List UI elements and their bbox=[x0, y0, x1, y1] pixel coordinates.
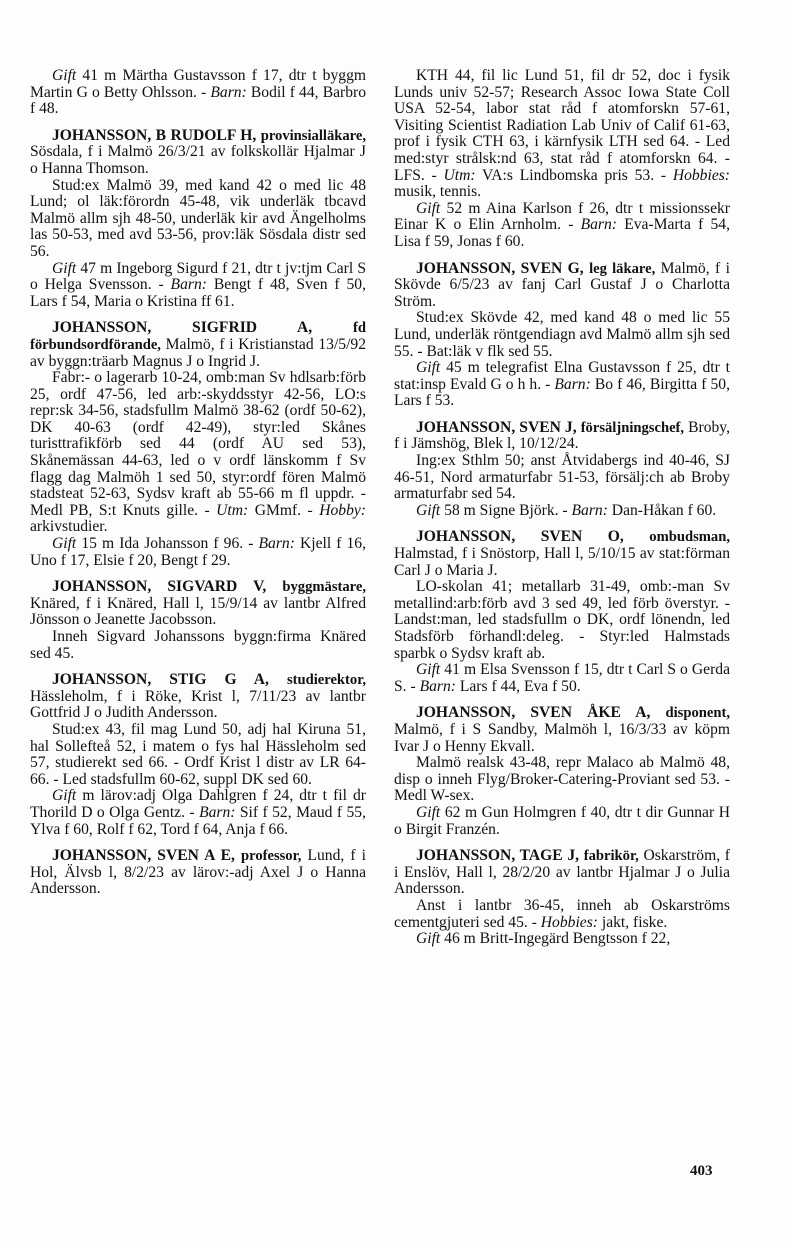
entry-text: Ing:ex Sthlm 50; anst Åtvidabergs ind 40-46, SJ 46-51, Nord armaturfabr 51-53, försälj:ch ab Broby armaturfabr sed 54. bbox=[394, 452, 730, 503]
entry-heading-paragraph bbox=[30, 848, 366, 898]
field-label: Utm: bbox=[443, 166, 476, 184]
entry-text: 52 m Aina Karlson f 26, dtr t missionssekr Einar K o Elin Arnholm. - bbox=[394, 199, 730, 234]
entry-text: m lärov:adj Olga Dahlgren f 24, dtr t fil dr Thorild D o Olga Gentz. - bbox=[30, 787, 366, 821]
entry-heading-paragraph bbox=[30, 128, 366, 178]
entry-text-paragraph bbox=[394, 310, 730, 360]
person-name: JOHANSSON, B RUDOLF H, bbox=[52, 126, 261, 144]
entry-heading-paragraph bbox=[30, 672, 366, 722]
entry-text: Broby, f i Jämshög, Blek l, 10/12/24. bbox=[394, 418, 730, 453]
person-name: JOHANSSON, SVEN G, bbox=[416, 259, 590, 277]
entry-text-paragraph bbox=[394, 805, 730, 838]
entry-text: Hässleholm, f i Röke, Krist l, 7/11/23 av lantbr Gottfrid J o Judith Andersson. bbox=[30, 687, 366, 722]
occupation-title: fd förbundsordförande, bbox=[30, 320, 366, 353]
entry-text: Malmö, f i Kristianstad 13/5/92 av byggn:träarb Magnus J o Ingrid J. bbox=[30, 335, 366, 370]
entry-text-paragraph bbox=[30, 370, 366, 536]
field-label: Gift bbox=[52, 787, 77, 805]
entry-text-paragraph bbox=[394, 898, 730, 931]
entry-text: Sif f 52, Maud f 55, Ylva f 60, Rolf f 62, Tord f 64, Anja f 66. bbox=[30, 803, 366, 838]
entry-heading-paragraph bbox=[394, 848, 730, 898]
person-name: JOHANSSON, SIGFRID A, bbox=[52, 319, 354, 337]
entry-text-paragraph bbox=[394, 579, 730, 662]
field-label: Gift bbox=[416, 359, 441, 377]
entry-text-paragraph bbox=[394, 68, 730, 201]
entry-text: 58 m Signe Björk. - bbox=[440, 501, 572, 519]
entry-heading-paragraph bbox=[394, 529, 730, 579]
entry-text: Oskarström, f i Enslöv, Hall l, 28/2/20 av lantbr Hjalmar J o Julia Andersson. bbox=[394, 847, 731, 898]
entry-text-paragraph bbox=[394, 360, 730, 410]
entry-text: Bodil f 44, Barbro f 48. bbox=[30, 83, 366, 118]
field-label: Gift bbox=[52, 67, 77, 84]
entry-text: Bo f 46, Birgitta f 50, Lars f 53. bbox=[394, 375, 730, 410]
field-label: Barn: bbox=[258, 535, 295, 553]
entry-text: Malmö realsk 43-48, repr Malaco ab Malmö 48, disp o inneh Flyg/Broker-Catering-Proviant sed 53. - Medl W-sex. bbox=[394, 754, 730, 805]
person-name: JOHANSSON, SIGVARD V, bbox=[52, 578, 283, 596]
person-name: JOHANSSON, SVEN ÅKE A, bbox=[416, 704, 666, 722]
entry-heading-paragraph bbox=[394, 420, 730, 453]
entry-heading-paragraph bbox=[30, 579, 366, 629]
entry-text: Stud:ex Malmö 39, med kand 42 o med lic 48 Lund; ol läk:förordn 45-48, vik underläk tbcavd Malmö allm sjh 48-50, underläk kir avd Ängelholms las 50-53, med avd 53-56, prov:läk Sösdala distr sed 56. bbox=[30, 176, 366, 260]
entry-text-paragraph bbox=[30, 178, 366, 261]
entry-text-paragraph bbox=[394, 755, 730, 805]
entry-text: Anst i lantbr 36-45, inneh ab Oskarströms cementgjuteri sed 45. - bbox=[394, 896, 730, 931]
entry-text: Knäred, f i Knäred, Hall l, 15/9/14 av lantbr Alfred Jönsson o Jeanette Jacobsson. bbox=[30, 594, 366, 629]
field-label: Gift bbox=[52, 259, 77, 277]
occupation-title: ombudsman, bbox=[649, 529, 730, 546]
field-label: Hobbies: bbox=[540, 913, 598, 931]
entry-text-paragraph bbox=[30, 629, 366, 662]
entry-text: VA:s Lindbomska pris 53. - bbox=[475, 166, 673, 184]
entry-text: Sösdala, f i Malmö 26/3/21 av folkskollär Hjalmar J o Hanna Thomson. bbox=[30, 143, 366, 177]
entry-text-paragraph bbox=[30, 261, 366, 311]
entry-heading-paragraph bbox=[30, 320, 366, 370]
entry-text: 41 m Elsa Svensson f 15, dtr t Carl S o Gerda S. - bbox=[394, 661, 730, 695]
entry-text: Dan-Håkan f 60. bbox=[607, 501, 717, 519]
right-column bbox=[394, 68, 730, 948]
entry-text: Halmstad, f i Snöstorp, Hall l, 5/10/15 av stat:förman Carl J o Maria J. bbox=[394, 545, 730, 579]
entry-text: Lund, f i Hol, Älvsb l, 8/2/23 av lärov:-adj Axel J o Hanna Andersson. bbox=[30, 847, 366, 898]
entry-text-paragraph bbox=[394, 453, 730, 503]
entry-text: Lars f 44, Eva f 50. bbox=[455, 677, 581, 695]
entry-text: LO-skolan 41; metallarb 31-49, omb:-man Sv metallind:arb:förb avd 3 sed 49, led förb överstyr. - Landst:man, led stadsfullm o DK, ordf lönendn, led Stadsförb förhandl:deleg. - Styr:led Halmstads sparbk o Sydsv kraft ab. bbox=[394, 578, 730, 662]
entry-text-paragraph bbox=[30, 536, 366, 569]
field-label: Gift bbox=[416, 661, 441, 679]
entry-text-paragraph bbox=[30, 788, 366, 838]
entry-text: Bengt f 48, Sven f 50, Lars f 54, Maria o Kristina ff 61. bbox=[30, 276, 366, 310]
entry-text-paragraph bbox=[394, 503, 730, 520]
entry-text: Malmö, f i Skövde 6/5/23 av fanj Carl Gustaf J o Charlotta Ström. bbox=[394, 259, 730, 310]
entry-heading-paragraph bbox=[394, 705, 730, 755]
entry-text: jakt, fiske. bbox=[597, 913, 668, 931]
field-label: Utm: bbox=[216, 501, 249, 519]
person-name: JOHANSSON, TAGE J, bbox=[416, 847, 584, 865]
left-column bbox=[30, 68, 366, 898]
entry-text-paragraph bbox=[30, 68, 366, 118]
entry-text: Fabr:- o lagerarb 10-24, omb:man Sv hdlsarb:förb 25, ordf 47-56, led arb:-skyddsstyr 42-56, LO:s repr:sk 34-56, stadsfullm Malmö 38-62 (ordf 50-62), DK 40-63 (ordf 42-49), styr:led Skånes turisttrafikförb sed 44 (ordf AU sed 53), Skånemässan 44-63, led o v ordf länskomm f Sv flagg dag Malmöh 1 sed 50, styr:ordf fören Malmö stadsteat 52-63, Sydsv kraft ab 55-66 m fl uppdr. - Medl PB, S:t Knuts gille. - bbox=[30, 369, 366, 519]
entry-text: 45 m telegrafist Elna Gustavsson f 25, dtr t stat:insp Evald G o h h. - bbox=[394, 359, 730, 393]
entry-text: 41 m Märtha Gustavsson f 17, dtr t byggm Martin G o Betty Ohlsson. - bbox=[30, 67, 366, 101]
occupation-title: disponent, bbox=[665, 705, 730, 722]
occupation-title: provinsialläkare, bbox=[260, 127, 366, 144]
occupation-title: fabrikör, bbox=[583, 848, 639, 865]
entry-text-paragraph bbox=[394, 662, 730, 695]
person-name: JOHANSSON, SVEN A E, bbox=[52, 847, 241, 865]
entry-text: 47 m Ingeborg Sigurd f 21, dtr t jv:tjm Carl S o Helga Svensson. - bbox=[30, 259, 366, 294]
occupation-title: byggmästare, bbox=[282, 579, 366, 596]
entry-text: 62 m Gun Holmgren f 40, dtr t dir Gunnar H o Birgit Franzén. bbox=[394, 803, 730, 838]
person-name: JOHANSSON, SVEN J, bbox=[416, 418, 581, 436]
entry-text: KTH 44, fil lic Lund 51, fil dr 52, doc i fysik Lunds univ 52-57; Research Assoc Iowa State Coll USA 52-54, labor stat råd f atomforskn 57-61, Visiting Scientist Radiation Lab Univ of Calif 61-63, prof i fysik CTH 63, i kärnfysik LTH sed 64. - Led med:styr strålsk:nd 63, stat råd f atomforskn 64. - LFS. - bbox=[394, 67, 730, 184]
field-label: Barn: bbox=[554, 375, 591, 393]
field-label: Gift bbox=[52, 535, 77, 553]
entry-text: GMmf. - bbox=[248, 501, 320, 519]
field-label: Gift bbox=[416, 501, 441, 519]
field-label: Barn: bbox=[210, 83, 247, 101]
entry-text-paragraph bbox=[394, 201, 730, 251]
field-label: Gift bbox=[416, 803, 441, 821]
entry-text-paragraph bbox=[30, 722, 366, 788]
field-label: Barn: bbox=[170, 276, 207, 294]
field-label: Barn: bbox=[199, 803, 236, 821]
page-number: 403 bbox=[690, 1163, 713, 1179]
occupation-title: försäljningschef, bbox=[580, 419, 685, 436]
entry-text: arkivstudier. bbox=[30, 518, 108, 536]
field-label: Hobby: bbox=[319, 501, 366, 519]
entry-text: musik, tennis. bbox=[394, 183, 482, 201]
entry-text: Inneh Sigvard Johanssons byggn:firma Knäred sed 45. bbox=[30, 628, 366, 662]
field-label: Barn: bbox=[571, 501, 608, 519]
occupation-title: professor, bbox=[240, 848, 302, 865]
field-label: Hobbies: bbox=[672, 166, 730, 184]
entry-text: 15 m Ida Johansson f 96. - bbox=[76, 535, 259, 553]
field-label: Barn: bbox=[419, 677, 456, 695]
person-name: JOHANSSON, SVEN O, bbox=[416, 528, 650, 546]
entry-text: 46 m Britt-Ingegärd Bengtsson f 22, bbox=[440, 930, 671, 948]
entry-text: Stud:ex Skövde 42, med kand 48 o med lic 55 Lund, underläk röntgendiagn avd Malmö allm sjh sed 55. - Bat:läk v flk sed 55. bbox=[394, 309, 730, 360]
person-name: JOHANSSON, STIG G A, bbox=[52, 671, 287, 689]
entry-text: Malmö, f i S Sandby, Malmöh l, 16/3/33 av köpm Ivar J o Henny Ekvall. bbox=[394, 720, 730, 755]
entry-text: Kjell f 16, Uno f 17, Elsie f 20, Bengt f 29. bbox=[30, 535, 367, 569]
occupation-title: leg läkare, bbox=[589, 260, 656, 277]
entry-heading-paragraph bbox=[394, 261, 730, 311]
entry-text: Eva-Marta f 54, Lisa f 59, Jonas f 60. bbox=[394, 216, 730, 250]
field-label: Gift bbox=[416, 930, 441, 948]
field-label: Barn: bbox=[580, 216, 617, 234]
entry-text-paragraph bbox=[394, 931, 730, 948]
field-label: Gift bbox=[416, 199, 441, 217]
occupation-title: studierektor, bbox=[286, 672, 366, 689]
entry-text: Stud:ex 43, fil mag Lund 50, adj hal Kiruna 51, hal Sollefteå 52, i matem o fys hal Hässleholm sed 57, studierekt sed 66. - Ordf Krist l distr av LR 64-66. - Led stadsfullm 60-62, suppl DK sed 60. bbox=[30, 720, 366, 788]
